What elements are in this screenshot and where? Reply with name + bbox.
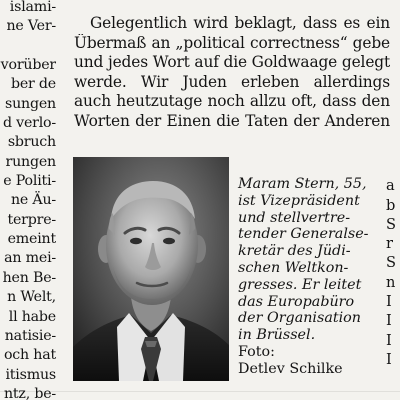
column-gutter	[62, 0, 63, 400]
left-line: ber de	[10, 76, 56, 93]
right-line: S	[386, 254, 396, 272]
left-line: d verlo-	[2, 115, 56, 132]
left-column-text	[0, 0, 56, 400]
right-line	[386, 157, 400, 176]
left-line: n Welt,	[7, 289, 56, 306]
caption-line: der Organisation	[238, 310, 361, 327]
left-line: emeint	[7, 231, 56, 248]
caption-line: tender Generalse-	[238, 226, 369, 243]
left-line: sungen	[5, 95, 56, 112]
left-line: itismus	[5, 366, 56, 383]
left-line: ne Äu-	[10, 192, 56, 209]
right-line: S	[386, 215, 396, 233]
article-line: werde. Wir Juden erleben allerdings	[74, 72, 390, 91]
caption-line: in Brüssel.	[238, 327, 316, 344]
caption-line: kretär des Jüdi-	[238, 243, 351, 260]
article-top-text	[74, 14, 390, 131]
photo-credit-name: Detlev Schilke	[238, 360, 343, 377]
left-line: ll habe	[8, 308, 56, 325]
caption-line: und stellvertre-	[238, 209, 351, 226]
left-line: rungen	[5, 153, 56, 170]
right-line: b	[386, 196, 396, 214]
left-line: an mei-	[4, 250, 56, 267]
caption-line: gresses. Er leitet	[238, 276, 362, 293]
article-line: Worten der Einen die Taten der Anderen	[74, 111, 390, 130]
photo-caption	[238, 176, 380, 378]
caption-line: das Europabüro	[238, 293, 355, 310]
left-line: och hat	[3, 347, 56, 364]
caption-line: Maram Stern, 55,	[238, 176, 367, 192]
left-line: ne Ver-	[6, 18, 56, 35]
right-line: n	[386, 273, 396, 291]
caption-line: ist Vizepräsident	[238, 192, 360, 209]
left-line: ntz, be-	[3, 385, 56, 400]
portrait-illustration	[73, 157, 229, 381]
right-line: I	[386, 312, 392, 330]
article-line: auch heutzutage noch allzu oft, dass den	[74, 92, 390, 110]
page-edge	[0, 391, 400, 392]
right-column-text	[386, 157, 400, 369]
left-line: hen Be-	[2, 269, 56, 286]
article-line: Gelegentlich wird beklagt, dass es ein	[90, 14, 390, 32]
right-line: a	[386, 177, 395, 195]
left-line: sbruch	[7, 134, 56, 151]
article-line: und jedes Wort auf die Goldwaage gelegt	[74, 53, 390, 71]
photo-credit-label: Foto:	[238, 343, 275, 360]
left-line: terpre-	[7, 211, 56, 228]
left-line: natisie-	[4, 327, 56, 344]
right-line: I	[386, 331, 392, 349]
left-line: islami-	[9, 0, 56, 15]
caption-line: schen Weltkon-	[238, 259, 349, 276]
right-line: I	[386, 350, 392, 368]
left-line: e Politi-	[3, 173, 56, 190]
portrait-photo	[73, 157, 229, 381]
article-line: Übermaß an „political correctness“ gebe	[74, 33, 390, 52]
left-line: vorüber	[0, 57, 56, 74]
right-line: I	[386, 293, 392, 311]
left-line	[0, 37, 56, 56]
right-line: r	[386, 235, 393, 253]
